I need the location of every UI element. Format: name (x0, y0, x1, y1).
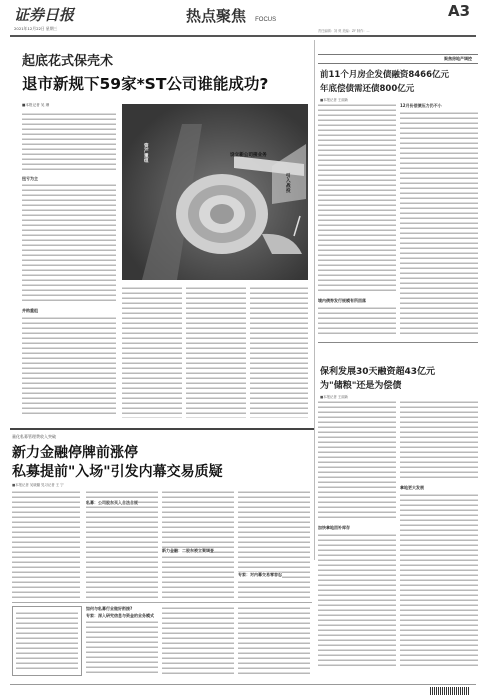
editor-line: 责任编辑：刘 苑 美编：ZF 制作：... (318, 29, 370, 33)
right-top-subhead-2: 境内债券发行规模有所回落 (318, 298, 366, 303)
right-bottom-col1 (318, 400, 396, 520)
lead-col1-text-2 (22, 183, 116, 303)
footer-rule (10, 684, 476, 685)
newspaper-logo: 证券日报 (14, 6, 75, 24)
right-bottom-rule (318, 342, 478, 343)
sidebar-box (12, 606, 82, 676)
right-top-col1b (318, 306, 396, 336)
bottom-col2 (86, 490, 158, 598)
page-number: A3 (448, 2, 471, 20)
right-bottom-subhead-1: 加快拿地回补库存 (318, 525, 350, 530)
right-top-col2 (400, 111, 478, 336)
bottom-subhead-2: 私募：公司股东买入合法合规 (86, 500, 138, 505)
masthead-rule (10, 35, 476, 37)
barcode-mark (430, 687, 470, 695)
snail-illustration (122, 104, 308, 280)
bottom-lower-col2 (86, 620, 158, 674)
bottom-byline: ■本报记者 吴晓璐 见习记者 王 宁 (12, 483, 64, 487)
bottom-col3 (162, 490, 234, 598)
lead-col1-text-3 (22, 316, 116, 416)
right-bottom-subhead-2: 拿地更大发展 (400, 485, 424, 490)
bottom-col4 (238, 490, 310, 598)
lead-col3-text (186, 286, 246, 418)
lead-headline: 退市新规下59家*ST公司谁能成功? (22, 75, 269, 93)
right-top-subhead-1: 12月份偿债压力仍不小 (400, 103, 442, 108)
lead-byline: ■本报记者 吴 珊 (22, 103, 50, 107)
masthead (0, 0, 484, 40)
illustration-label-1: 设立新公司接业务 (230, 153, 267, 158)
bottom-subhead-1: 新力金融：二股东被立案调查 (162, 548, 214, 553)
illustration-label-2: 资产重组 (144, 144, 149, 164)
right-top-tag-text: 聚焦房地产调控 (444, 56, 472, 61)
snail-graphic (122, 104, 308, 280)
right-top-tag (318, 54, 478, 64)
lead-subhead-2: 并购重组 (22, 308, 38, 313)
column-divider (314, 40, 315, 560)
right-top-story (318, 40, 478, 340)
right-top-col1 (318, 103, 396, 293)
right-top-headline-1: 前11个月房企发债融资8466亿元 (320, 70, 449, 80)
right-bottom-headline-1: 保利发展30天融资超43亿元 (320, 367, 436, 377)
bottom-headline-2: 私募提前"入场"引发内幕交易质疑 (12, 464, 223, 480)
right-bottom-headline-2: 为"储粮"还是为偿债 (320, 381, 402, 391)
lead-kicker: 起底花式保壳术 (22, 54, 114, 69)
right-bottom-col1b (318, 533, 396, 668)
bottom-kicker: 量化私募管理费收入突破 (12, 434, 56, 439)
lead-col2-text (122, 286, 182, 418)
lead-story (10, 40, 312, 425)
bottom-col1 (12, 490, 80, 598)
right-bottom-col2 (400, 400, 478, 480)
section-title-en: FOCUS (255, 17, 277, 23)
bottom-inner-rule (12, 602, 312, 603)
illustration-label-3: 引入战投 (286, 174, 291, 194)
date-line: 2021年12月22日 星期三 (14, 26, 58, 31)
bottom-subhead-3: 专家：对内幕交易零容忍 (238, 572, 282, 577)
sidebar-text (16, 611, 78, 671)
right-top-headline-2: 年底偿债需还债800亿元 (320, 84, 415, 94)
sidebar-title: 如何与私募行业做好衔接? (86, 606, 133, 611)
lead-col4-text (250, 286, 308, 418)
bottom-story (10, 430, 312, 678)
bottom-lower-col3 (162, 606, 234, 674)
bottom-headline-1: 新力金融停牌前涨停 (12, 445, 138, 461)
bottom-lower-col4 (238, 606, 310, 674)
section-title-cn: 热点聚焦 (186, 7, 247, 25)
right-bottom-byline: ■本报记者 王丽新 (320, 395, 349, 399)
right-top-byline: ■本报记者 王丽新 (320, 98, 349, 102)
right-bottom-story (318, 344, 478, 674)
section-title (186, 5, 276, 26)
sidebar-subtitle: 专家：深入研究信息与资金的业务模式 (86, 613, 154, 618)
lead-col1-text (22, 112, 116, 172)
lead-subhead-1: 扭亏为主 (22, 176, 38, 181)
right-bottom-col2b (400, 493, 478, 668)
